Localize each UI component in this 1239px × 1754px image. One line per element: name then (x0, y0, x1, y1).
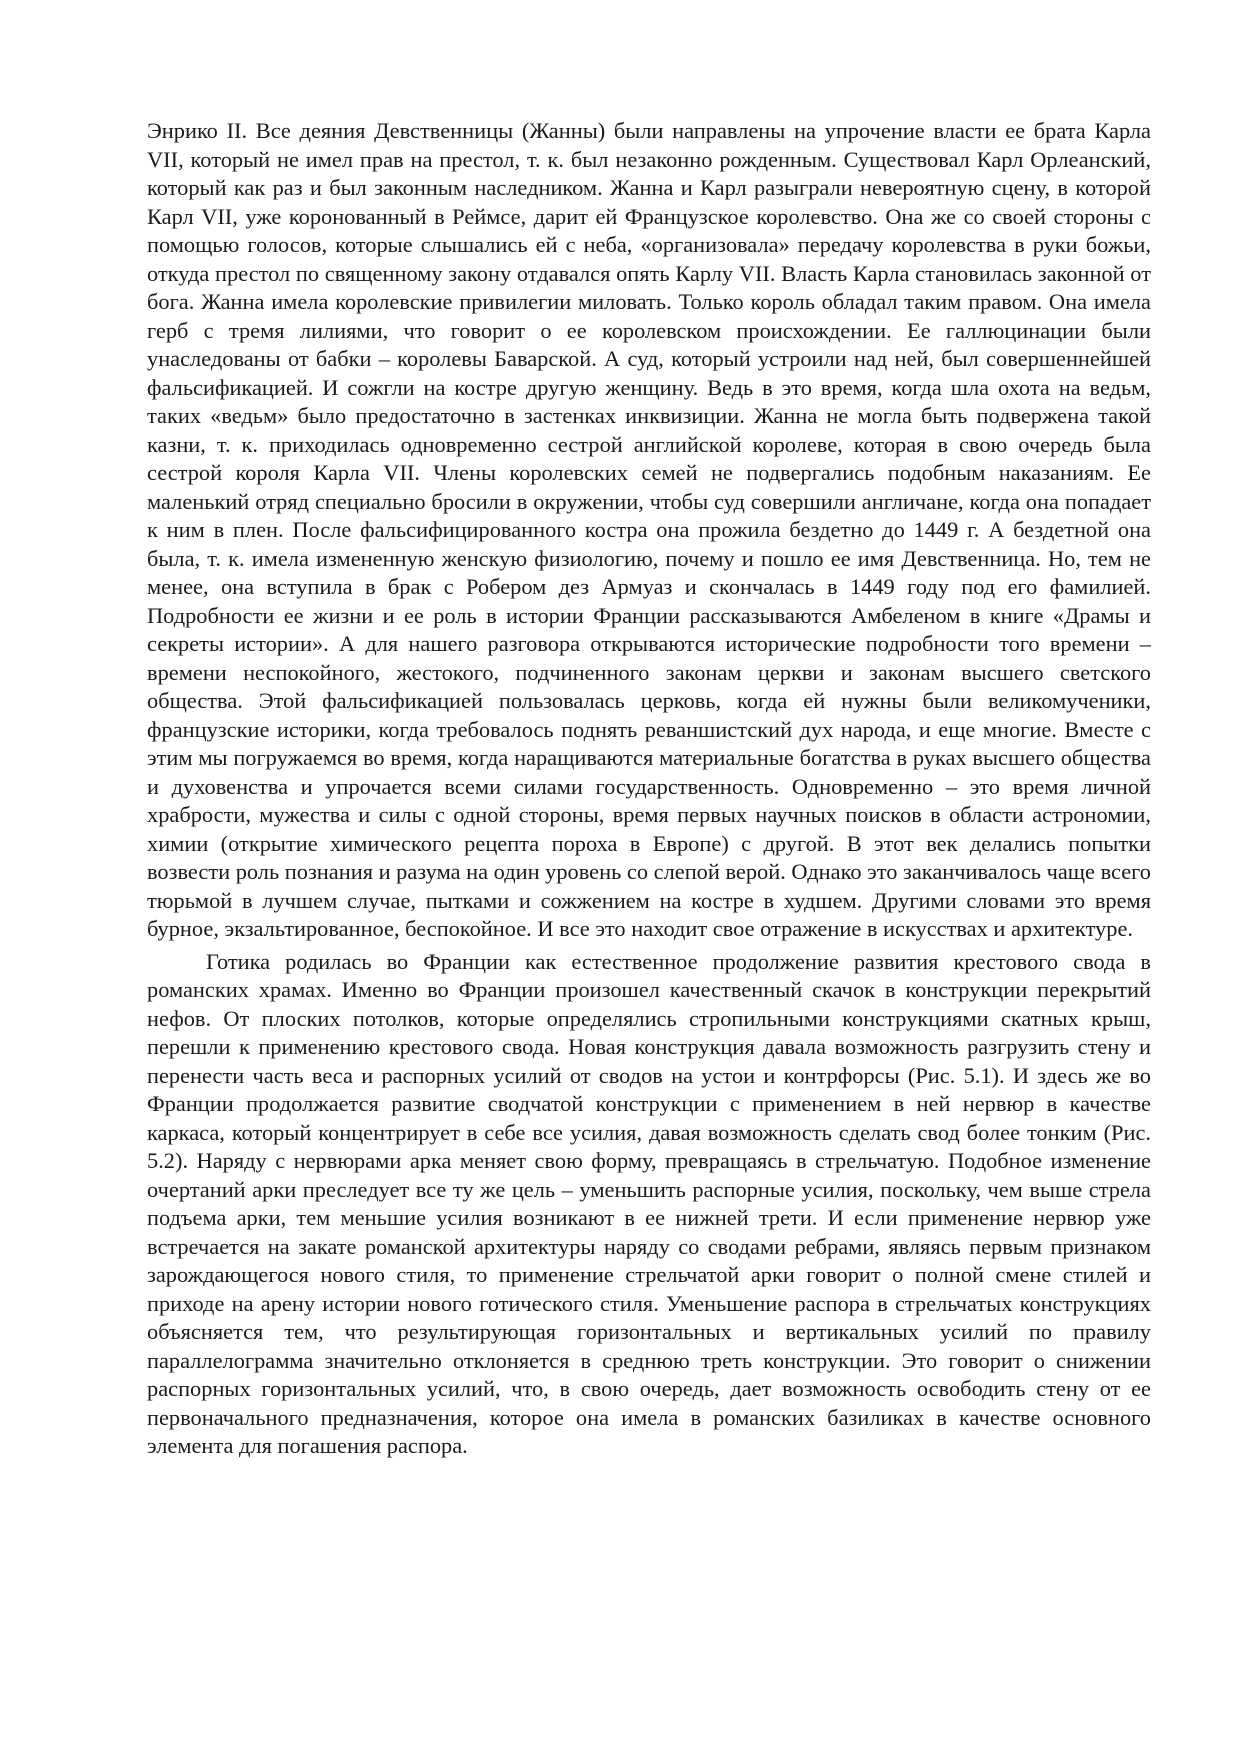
document-page (147, 117, 1151, 1461)
paragraph-gothic-origin: Готика родилась во Франции как естественное продолжение развития крестового свода в романских храмах. Именно во Франции произошел качественный скачок в конструкции перекрытий нефов. От плоских потолков, которые определялись стропильными конструкциями скатных крыш, перешли к применению крестового свода. Новая конструкция давала возможность разгрузить стену и перенести часть веса и распорных усилий от сводов на устои и контрфорсы (Рис. 5.1). И здесь же во Франции продолжается развитие сводчатой конструкции с применением в ней нервюр в качестве каркаса, который концентрирует в себе все усилия, давая возможность сделать свод более тонким (Рис. 5.2). Наряду с нервюрами арка меняет свою форму, превращаясь в стрельчатую. Подобное изменение очертаний арки преследует все ту же цель – уменьшить распорные усилия, поскольку, чем выше стрела подъема арки, тем меньшие усилия возникают в ее нижней трети. И если применение нервюр уже встречается на закате романской архитектуры наряду со сводами ребрами, являясь первым признаком зарождающегося нового стиля, то применение стрельчатой арки говорит о полной смене стилей и приходе на арену истории нового готического стиля. Уменьшение распора в стрельчатых конструкциях объясняется тем, что результирующая горизонтальных и вертикальных усилий по правилу параллелограмма значительно отклоняется в среднюю треть конструкции. Это говорит о снижении распорных горизонтальных усилий, что, в свою очередь, дает возможность освободить стену от ее первоначального предназначения, которое она имела в романских базиликах в качестве основного элемента для погашения распора. (147, 948, 1151, 1458)
paragraph-jeanne-history: Энрико II. Все деяния Девственницы (Жанны) были направлены на упрочение власти ее брата Карла VII, который не имел прав на престол, т. к. был незаконно рожденным. Существовал Карл Орлеанский, который как раз и был законным наследником. Жанна и Карл разыграли невероятную сцену, в которой Карл VII, уже коронованный в Реймсе, дарит ей Французское королевство. Она же со своей стороны с помощью голосов, которые слышались ей с неба, «организовала» передачу королевства в руки божьи, откуда престол по священному закону отдавался опять Карлу VII. Власть Карла становилась законной от бога. Жанна имела королевские привилегии миловать. Только король обладал таким правом. Она имела герб с тремя лилиями, что говорит о ее королевском происхождении. Ее галлюцинации были унаследованы от бабки – королевы Баварской. А суд, который устроили над ней, был совершеннейшей фальсификацией. И сожгли на костре другую женщину. Ведь в это время, когда шла охота на ведьм, таких «ведьм» было предостаточно в застенках инквизиции. Жанна не могла быть подвержена такой казни, т. к. приходилась одновременно сестрой английской королеве, которая в свою очередь была сестрой короля Карла VII. Члены королевских семей не подвергались подобным наказаниям. Ее маленький отряд специально бросили в окружении, чтобы суд совершили англичане, когда она попадает к ним в плен. После фальсифицированного костра она прожила бездетно до 1449 г. А бездетной она была, т. к. имела измененную женскую физиологию, почему и пошло ее имя Девственница. Но, тем не менее, она вступила в брак с Робером дез Армуаз и скончалась в 1449 году под его фамилией. Подробности ее жизни и ее роль в истории Франции рассказываются Амбеленом в книге «Драмы и секреты истории». А для нашего разговора открываются исторические подробности того времени – времени неспокойного, жестокого, подчиненного законам церкви и законам высшего светского общества. Этой фальсификацией пользовалась церковь, когда ей нужны были великомученики, французские историки, когда требовалось поднять реваншистский дух народа, и еще многие. Вместе с этим мы погружаемся во время, когда наращиваются материальные богатства в руках высшего общества и духовенства и упрочается всеми силами государственность. Одновременно – это время личной храбрости, мужества и силы с одной стороны, время первых научных поисков в области астрономии, химии (открытие химического рецепта пороха в Европе) с другой. В этот век делались попытки возвести роль познания и разума на один уровень со слепой верой. Однако это заканчивалось чаще всего тюрьмой в лучшем случае, пытками и сожжением на костре в худшем. Другими словами это время бурное, экзальтированное, беспокойное. И все это находит свое отражение в искусствах и архитектуре. (147, 118, 1151, 941)
